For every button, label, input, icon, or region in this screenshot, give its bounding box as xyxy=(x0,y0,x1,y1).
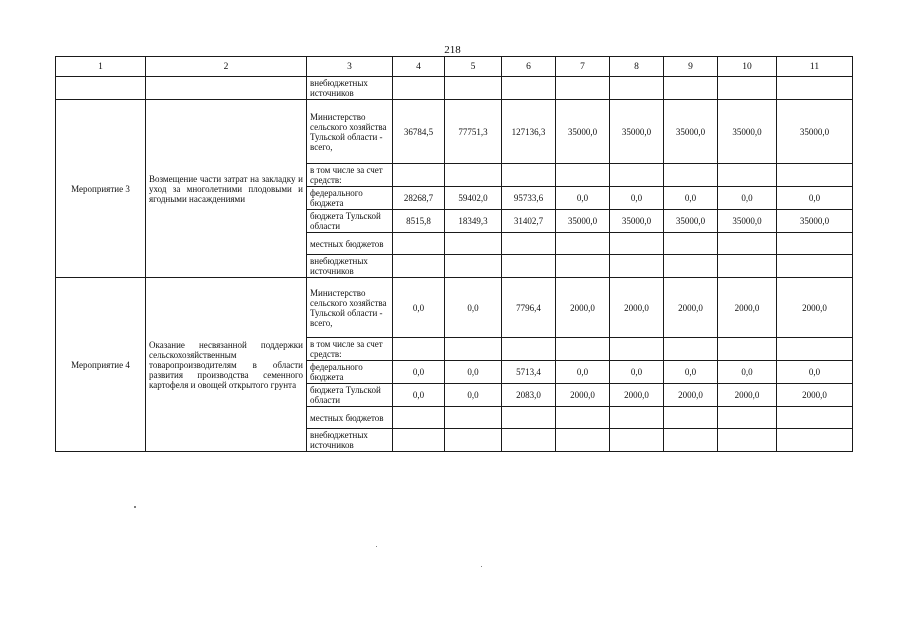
scan-speck xyxy=(134,506,136,508)
source-cell: Министерство сельского хозяйства Тульской области - всего, xyxy=(307,100,393,164)
value-cell: 2000,0 xyxy=(718,278,777,338)
value-cell: 127136,3 xyxy=(502,100,556,164)
value-cell xyxy=(777,255,853,278)
value-cell: 36784,5 xyxy=(393,100,445,164)
header-cell: 7 xyxy=(556,57,610,77)
header-cell: 4 xyxy=(393,57,445,77)
source-cell: внебюджетных источников xyxy=(307,255,393,278)
value-cell: 2000,0 xyxy=(610,384,664,407)
value-cell xyxy=(502,407,556,429)
value-cell xyxy=(610,233,664,255)
budget-table xyxy=(55,56,853,452)
scan-speck xyxy=(481,566,482,567)
value-cell xyxy=(718,407,777,429)
value-cell: 35000,0 xyxy=(777,210,853,233)
header-row xyxy=(56,57,853,77)
value-cell: 35000,0 xyxy=(718,210,777,233)
value-cell xyxy=(718,164,777,187)
header-cell: 11 xyxy=(777,57,853,77)
value-cell: 7796,4 xyxy=(502,278,556,338)
source-cell: бюджета Тульской области xyxy=(307,384,393,407)
value-cell xyxy=(445,255,502,278)
header-cell: 9 xyxy=(664,57,718,77)
source-cell: внебюджетных источников xyxy=(307,429,393,452)
value-cell xyxy=(445,407,502,429)
value-cell: 0,0 xyxy=(445,361,502,384)
value-cell xyxy=(718,429,777,452)
value-cell: 2000,0 xyxy=(718,384,777,407)
value-cell xyxy=(556,164,610,187)
value-cell: 0,0 xyxy=(393,361,445,384)
value-cell: 2000,0 xyxy=(664,384,718,407)
value-cell: 8515,8 xyxy=(393,210,445,233)
value-cell: 0,0 xyxy=(445,384,502,407)
header-cell: 8 xyxy=(610,57,664,77)
event-description: Оказание несвязанной поддержки сельскохозяйственным товаропроизводителям в области развития производства семенного картофеля и овощей открытого грунта xyxy=(146,278,307,452)
value-cell xyxy=(664,255,718,278)
value-cell xyxy=(556,233,610,255)
header-cell: 5 xyxy=(445,57,502,77)
value-cell xyxy=(502,338,556,361)
value-cell: 5713,4 xyxy=(502,361,556,384)
value-cell xyxy=(393,233,445,255)
value-cell xyxy=(393,407,445,429)
value-cell: 0,0 xyxy=(393,384,445,407)
value-cell: 35000,0 xyxy=(610,100,664,164)
event-name: Мероприятие 4 xyxy=(56,278,146,452)
value-cell xyxy=(664,429,718,452)
source-cell: внебюджетных источников xyxy=(307,77,393,100)
value-cell: 0,0 xyxy=(610,361,664,384)
value-cell xyxy=(502,429,556,452)
value-cell xyxy=(445,429,502,452)
value-cell: 0,0 xyxy=(556,187,610,210)
value-cell: 35000,0 xyxy=(610,210,664,233)
value-cell: 2083,0 xyxy=(502,384,556,407)
value-cell: 59402,0 xyxy=(445,187,502,210)
value-cell xyxy=(718,233,777,255)
value-cell xyxy=(777,429,853,452)
value-cell: 77751,3 xyxy=(445,100,502,164)
value-cell xyxy=(502,164,556,187)
value-cell: 35000,0 xyxy=(718,100,777,164)
source-cell: бюджета Тульской области xyxy=(307,210,393,233)
value-cell xyxy=(393,255,445,278)
value-cell xyxy=(664,407,718,429)
value-cell xyxy=(610,164,664,187)
value-cell xyxy=(502,233,556,255)
value-cell xyxy=(393,164,445,187)
value-cell: 0,0 xyxy=(777,361,853,384)
value-cell: 0,0 xyxy=(718,187,777,210)
value-cell: 35000,0 xyxy=(664,210,718,233)
value-cell xyxy=(777,233,853,255)
source-cell: Министерство сельского хозяйства Тульской области - всего, xyxy=(307,278,393,338)
value-cell xyxy=(664,164,718,187)
value-cell: 2000,0 xyxy=(556,384,610,407)
value-cell: 0,0 xyxy=(718,361,777,384)
value-cell: 2000,0 xyxy=(610,278,664,338)
header-cell: 6 xyxy=(502,57,556,77)
value-cell xyxy=(718,338,777,361)
value-cell: 35000,0 xyxy=(556,210,610,233)
value-cell: 31402,7 xyxy=(502,210,556,233)
value-cell: 28268,7 xyxy=(393,187,445,210)
source-cell: в том числе за счет средств: xyxy=(307,164,393,187)
value-cell xyxy=(556,338,610,361)
value-cell xyxy=(664,233,718,255)
scan-speck xyxy=(376,546,377,547)
value-cell xyxy=(445,338,502,361)
value-cell xyxy=(610,255,664,278)
value-cell xyxy=(393,338,445,361)
value-cell: 18349,3 xyxy=(445,210,502,233)
source-cell: в том числе за счет средств: xyxy=(307,338,393,361)
source-cell: федерального бюджета xyxy=(307,361,393,384)
value-cell xyxy=(777,407,853,429)
value-cell xyxy=(718,255,777,278)
value-cell xyxy=(664,338,718,361)
value-cell xyxy=(502,255,556,278)
value-cell: 0,0 xyxy=(445,278,502,338)
value-cell xyxy=(556,429,610,452)
value-cell: 0,0 xyxy=(556,361,610,384)
value-cell: 2000,0 xyxy=(777,278,853,338)
event-name: Мероприятие 3 xyxy=(56,100,146,278)
value-cell: 35000,0 xyxy=(664,100,718,164)
page-number: 218 xyxy=(444,44,461,56)
value-cell xyxy=(777,338,853,361)
table-row xyxy=(56,77,853,100)
value-cell: 0,0 xyxy=(777,187,853,210)
header-cell: 10 xyxy=(718,57,777,77)
value-cell xyxy=(610,338,664,361)
value-cell xyxy=(556,407,610,429)
source-cell: местных бюджетов xyxy=(307,233,393,255)
event-description: Возмещение части затрат на закладку и уход за многолетними плодовыми и ягодными насаждениями xyxy=(146,100,307,278)
source-cell: федерального бюджета xyxy=(307,187,393,210)
header-cell: 3 xyxy=(307,57,393,77)
value-cell xyxy=(445,233,502,255)
value-cell: 0,0 xyxy=(664,187,718,210)
header-cell: 2 xyxy=(146,57,307,77)
value-cell: 0,0 xyxy=(610,187,664,210)
value-cell: 2000,0 xyxy=(556,278,610,338)
source-cell: местных бюджетов xyxy=(307,407,393,429)
value-cell xyxy=(610,407,664,429)
value-cell: 0,0 xyxy=(393,278,445,338)
value-cell: 35000,0 xyxy=(556,100,610,164)
value-cell xyxy=(777,164,853,187)
value-cell: 2000,0 xyxy=(777,384,853,407)
table-row xyxy=(56,100,853,164)
value-cell xyxy=(393,429,445,452)
value-cell xyxy=(556,255,610,278)
value-cell xyxy=(445,164,502,187)
table-row xyxy=(56,278,853,338)
header-cell: 1 xyxy=(56,57,146,77)
value-cell: 95733,6 xyxy=(502,187,556,210)
value-cell: 0,0 xyxy=(664,361,718,384)
value-cell xyxy=(610,429,664,452)
value-cell: 2000,0 xyxy=(664,278,718,338)
value-cell: 35000,0 xyxy=(777,100,853,164)
